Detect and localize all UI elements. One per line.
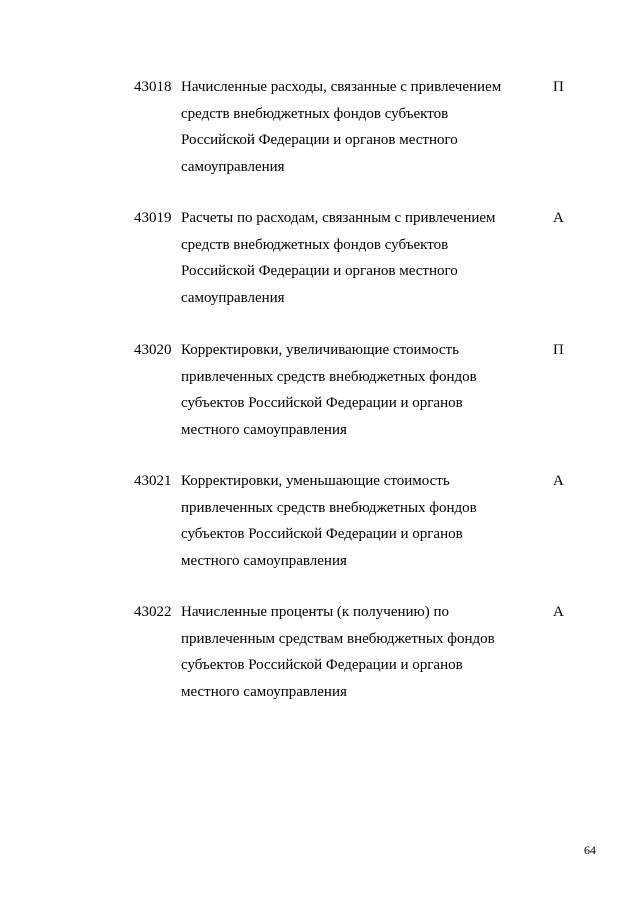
account-description: Корректировки, увеличивающие стоимость привлеченных средств внебюджетных фондов субъектов Российской Федерации и органов местного самоуправления xyxy=(181,342,477,438)
account-description: Начисленные проценты (к получению) по привлеченным средствам внебюджетных фондов субъектов Российской Федерации и органов местного самоуправления xyxy=(181,604,495,700)
page-number: 64 xyxy=(584,843,596,857)
account-side: А xyxy=(553,473,564,489)
account-side: А xyxy=(553,210,564,226)
account-description: Корректировки, уменьшающие стоимость привлеченных средств внебюджетных фондов субъектов Российской Федерации и органов местного самоуправления xyxy=(181,473,477,569)
account-code: 43020 xyxy=(134,342,172,358)
account-side: П xyxy=(553,342,564,358)
account-code: 43021 xyxy=(134,473,172,489)
account-description: Расчеты по расходам, связанным с привлечением средств внебюджетных фондов субъектов Российской Федерации и органов местного самоуправления xyxy=(181,210,496,306)
account-code: 43019 xyxy=(134,210,172,226)
account-code: 43018 xyxy=(134,79,172,95)
account-description: Начисленные расходы, связанные с привлечением средств внебюджетных фондов субъектов Российской Федерации и органов местного самоуправления xyxy=(181,79,502,175)
account-side: П xyxy=(553,79,564,95)
account-code: 43022 xyxy=(134,604,172,620)
account-side: А xyxy=(553,604,564,620)
